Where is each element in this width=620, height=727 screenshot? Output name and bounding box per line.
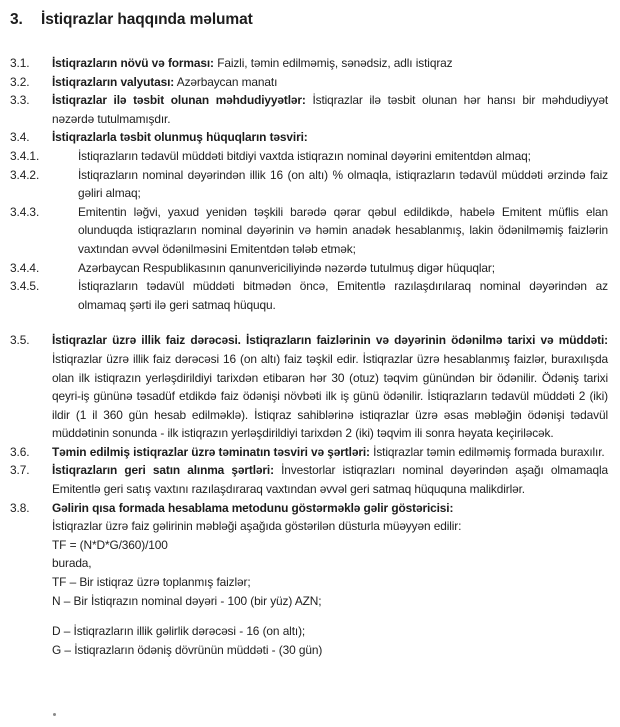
item-body-text: TF – Bir istiqraz üzrə toplanmış faizlər; xyxy=(52,575,251,590)
page-cut-text-artifact xyxy=(53,713,56,716)
item-text xyxy=(52,573,608,592)
item-number: 3.5. xyxy=(10,333,30,348)
item-text xyxy=(52,54,608,73)
item-text xyxy=(52,641,608,660)
list-item xyxy=(10,203,608,259)
item-text xyxy=(52,554,608,573)
list-item xyxy=(10,128,608,147)
item-body-text: G – İstiqrazların ödəniş dövrünün müddəti - (30 gün) xyxy=(52,642,323,657)
item-body-text: İstiqrazlar üzrə illik faiz dərəcəsi 16 (on altı) faiz təşkil edir. İstiqrazlar üzrə hesablanmış faizlər, buraxılışda olan ilk istiqrazın yerləşdirildiyi tarixdən etibarən hər 30 (otuz) təqvim günündən bir ödənilir. Ödəniş tarixi qeyri-iş gününə təsadüf etdikdə faiz ödənişi növbəti ilk iş günü ödənilir. İstiqrazların tədavül müddəti 2 (iki) ildir (1 il 360 gün hesab edilməklə). İstiqraz sahiblərinə istiqrazlar üzrə əsas məbləğin ödənişi tədavül müddətinin sonunda - ilk istiqrazın yerləşdirildiyi tarixdən 2 (iki) təqvim ili sonra həyata keçiriləcək. xyxy=(52,351,608,441)
item-number: 3.4.2. xyxy=(10,167,40,182)
item-number: 3.4.1. xyxy=(10,148,40,163)
item-text xyxy=(52,461,608,498)
item-number: 3.3. xyxy=(10,93,30,108)
item-label-bold: İstiqrazların geri satın alınma şərtləri: xyxy=(52,463,274,478)
section-title: İstiqrazlar haqqında məlumat xyxy=(41,11,253,28)
item-body-text: İstiqrazların tədavül müddəti bitmədən öncə, Emitentlə razılaşdırılaraq nominal dəyərindən az olmamaq şərti ilə geri satmaq hüququ. xyxy=(78,279,608,312)
item-body-text: TF = (N*D*G/360)/100 xyxy=(52,537,168,552)
item-text xyxy=(52,499,608,518)
item-number: 3.7. xyxy=(10,463,30,478)
item-number: 3.6. xyxy=(10,444,30,459)
list-item xyxy=(10,517,608,536)
item-body-text: N – Bir İstiqrazın nominal dəyəri - 100 (bir yüz) AZN; xyxy=(52,593,322,608)
section-heading xyxy=(10,9,608,30)
list-item xyxy=(10,91,608,128)
item-label-bold: İstiqrazlar ilə təsbit olunan məhdudiyyətlər: xyxy=(52,93,306,108)
list-item xyxy=(10,641,608,660)
item-body-text: burada, xyxy=(52,556,92,571)
item-text xyxy=(52,622,608,641)
list-item xyxy=(10,573,608,592)
item-text xyxy=(78,259,608,278)
item-body-text: Faizli, təmin edilməmiş, sənədsiz, adlı istiqraz xyxy=(217,56,453,70)
item-text xyxy=(52,592,608,611)
item-text xyxy=(78,277,608,314)
item-body-text: İstiqrazlar təmin edilməmiş formada buraxılır. xyxy=(373,444,605,459)
item-label-bold: İstiqrazların növü və forması: xyxy=(52,56,214,70)
item-text xyxy=(52,331,608,443)
list-item xyxy=(10,443,608,462)
item-text xyxy=(52,517,608,536)
list-item xyxy=(10,166,608,203)
item-number: 3.4.5. xyxy=(10,279,40,294)
list-item xyxy=(10,259,608,278)
item-text xyxy=(52,91,608,128)
list-item xyxy=(10,461,608,498)
item-text xyxy=(78,166,608,203)
item-text xyxy=(52,443,608,462)
item-label-bold: Gəlirin qısa formada hesablama metodunu göstərməklə gəlir göstəricisi: xyxy=(52,500,454,515)
item-body-text: İstiqrazların nominal dəyərindən illik 16 (on altı) % olmaqla, istiqrazların tədavül müddəti ərzində faiz gəliri almaq; xyxy=(78,167,608,201)
list-item xyxy=(10,54,608,73)
list-item xyxy=(10,622,608,641)
item-body-text: İstiqrazlar ilə təsbit olunan hər hansı bir məhdudiyyət nəzərdə tutulmamışdır. xyxy=(52,93,608,126)
item-body-text: D – İstiqrazların illik gəlirlik dərəcəsi - 16 (on altı); xyxy=(52,624,306,639)
item-label-bold: İstiqrazların valyutası: xyxy=(52,74,175,89)
list-item xyxy=(10,277,608,314)
item-text xyxy=(52,128,608,147)
item-label-bold: İstiqrazlar üzrə illik faiz dərəcəsi. İstiqrazların faizlərinin və dəyərinin ödənilmə tarixi və müddəti: xyxy=(52,333,608,348)
item-label-bold: Təmin edilmiş istiqrazlar üzrə təminatın təsviri və şərtləri: xyxy=(52,444,370,459)
list-item xyxy=(10,536,608,555)
item-text xyxy=(52,536,608,555)
list-item xyxy=(10,331,608,443)
list-item xyxy=(10,499,608,518)
item-body-text: İstiqrazlar üzrə faiz gəlirinin məbləği aşağıda göstərilən düsturla müəyyən edilir: xyxy=(52,519,462,534)
list-item xyxy=(10,147,608,166)
item-text xyxy=(52,73,608,92)
section-number: 3. xyxy=(10,11,23,28)
item-number: 3.4. xyxy=(10,130,30,145)
items-list xyxy=(10,54,608,659)
item-number: 3.8. xyxy=(10,500,30,515)
list-item xyxy=(10,73,608,92)
item-text xyxy=(78,147,608,166)
item-body-text: Azərbaycan manatı xyxy=(176,74,278,89)
item-body-text: Emitentin ləğvi, yaxud yenidən təşkili barədə qərar qəbul edildikdə, habelə Emitent müflis elan olunduqda istiqrazların nominal dəyərinin və həmin anadək hesablanmış, lakin ödənilməmiş faizlərin vaxtından əvvəl ödənilməsini Emitentdən tələb etmək; xyxy=(78,204,608,256)
item-body-text: İstiqrazların tədavül müddəti bitdiyi vaxtda istiqrazın nominal dəyərini emitentdən almaq; xyxy=(78,148,531,163)
item-number: 3.4.3. xyxy=(10,204,40,219)
list-item xyxy=(10,592,608,611)
item-body-text: İnvestorlar istiqrazları nominal dəyərindən aşağı olmamaqla Emitentlə geri satış vaxtını razılaşdıraraq vaxtından əvvəl geri satmaq hüququna malikdirlər. xyxy=(52,463,608,497)
item-body-text: Azərbaycan Respublikasının qanunvericiliyində nəzərdə tutulmuş digər hüquqlar; xyxy=(78,260,495,275)
list-item xyxy=(10,554,608,573)
item-number: 3.4.4. xyxy=(10,260,40,275)
item-label-bold: İstiqrazlarla təsbit olunmuş hüquqların təsviri: xyxy=(52,130,308,145)
item-number: 3.1. xyxy=(10,56,30,70)
item-text xyxy=(78,203,608,259)
item-number: 3.2. xyxy=(10,74,30,89)
